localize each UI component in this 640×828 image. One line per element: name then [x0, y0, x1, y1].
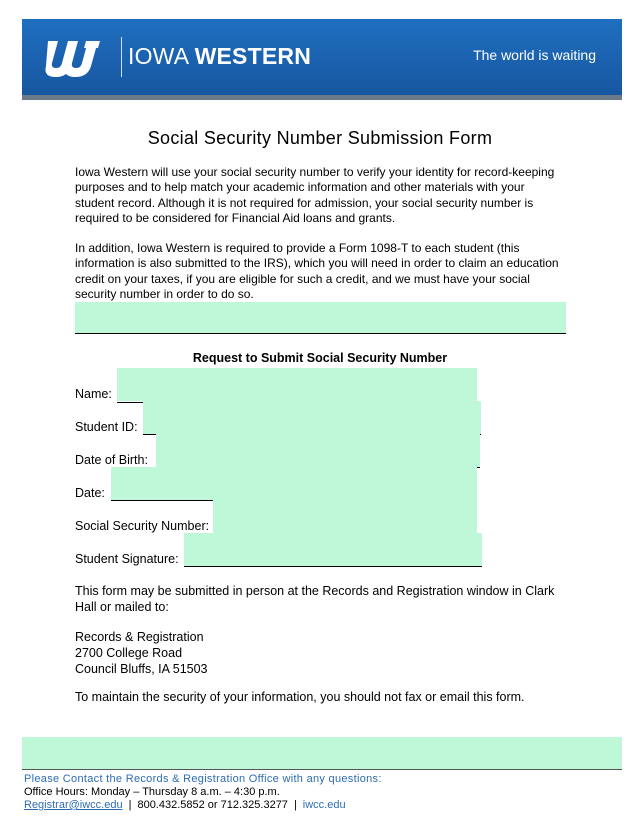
- footer-fill-field[interactable]: [22, 737, 622, 769]
- student-id-label: Student ID:: [75, 420, 138, 434]
- submit-instructions: This form may be submitted in person at the Records and Registration window in Clark Hall or mailed to:: [75, 584, 555, 614]
- section-divider: [75, 333, 566, 334]
- header-banner: [22, 19, 622, 95]
- security-note: To maintain the security of your information, you should not fax or email this form.: [75, 690, 525, 704]
- dob-label: Date of Birth:: [75, 453, 148, 467]
- registrar-email-link[interactable]: Registrar@iwcc.edu: [24, 799, 123, 811]
- name-field[interactable]: [117, 368, 477, 401]
- request-heading: Request to Submit Social Security Number: [192, 351, 448, 365]
- logo-text-western: WESTERN: [194, 43, 312, 69]
- page-title: Social Security Number Submission Form: [147, 128, 493, 148]
- iowa-western-logo-icon: [42, 38, 104, 78]
- irs-paragraph: In addition, Iowa Western is required to provide a Form 1098-T to each student (this information is also submitted to the IRS), which you will need in order to claim an education credit on your taxes, if you are eligible for such a credit, and we must have your social security number in order to do so.: [75, 241, 559, 301]
- website-link[interactable]: iwcc.edu: [302, 799, 346, 811]
- date-label: Date:: [75, 486, 105, 500]
- address-line-3: Council Bluffs, IA 51503: [75, 662, 208, 676]
- contact-heading: Please Contact the Records & Registration Office with any questions:: [24, 773, 382, 785]
- separator-2: |: [293, 799, 297, 811]
- top-fill-field[interactable]: [75, 302, 566, 333]
- logo-text-iowa: IOWA: [128, 43, 189, 69]
- signature-label: Student Signature:: [75, 552, 179, 566]
- tagline: The world is waiting: [473, 47, 596, 63]
- date-field[interactable]: [111, 467, 477, 500]
- footer-divider: [22, 769, 622, 770]
- signature-field[interactable]: [184, 533, 482, 566]
- separator-1: |: [128, 799, 132, 811]
- address-line-2: 2700 College Road: [75, 646, 183, 660]
- office-hours: Office Hours: Monday – Thursday 8 a.m. – 4:30 p.m.: [24, 786, 280, 798]
- logo-divider: [121, 37, 122, 77]
- intro-paragraph: Iowa Western will use your social security number to verify your identity for record-keeping purposes and to help match your academic information and other materials with your student record. Although it is not required for admission, your social security number is required to be considered for Financial Aid loans and grants.: [75, 165, 555, 225]
- name-label: Name:: [75, 387, 112, 401]
- logo-wordmark: [128, 43, 311, 70]
- banner-strip: [22, 95, 622, 100]
- dob-field[interactable]: [156, 434, 480, 467]
- address-line-1: Records & Registration: [75, 630, 204, 644]
- contact-line: [24, 799, 346, 811]
- ssn-label: Social Security Number:: [75, 519, 210, 533]
- ssn-field[interactable]: [213, 500, 477, 533]
- phone-numbers: 800.432.5852 or 712.325.3277: [137, 799, 288, 811]
- student-id-field[interactable]: [143, 401, 481, 434]
- signature-underline: [184, 566, 482, 567]
- mailing-address: [75, 629, 565, 677]
